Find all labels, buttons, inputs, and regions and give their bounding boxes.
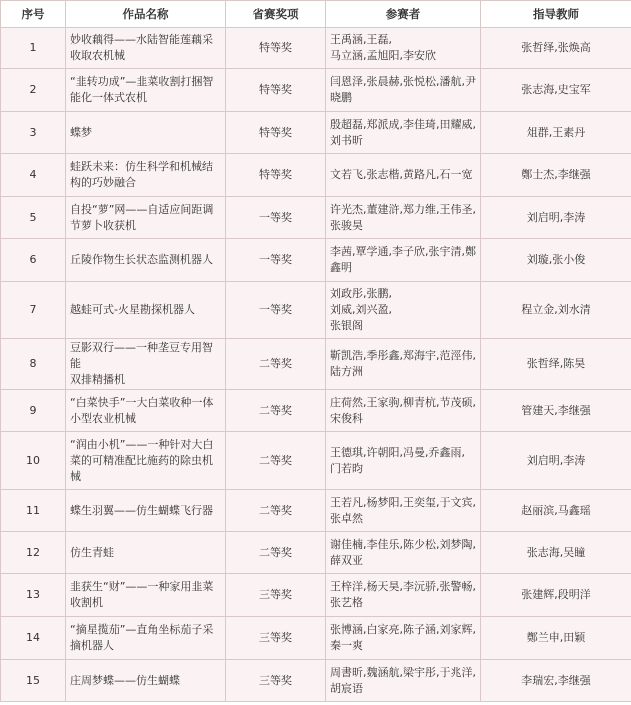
work-name-line: 蛙跃未来：仿生科学和机械结: [70, 160, 213, 173]
cell-award: 三等奖: [226, 660, 326, 702]
cell-advisors: 张志海,吴瞳: [481, 532, 631, 574]
work-name-line: 能化一体式农机: [70, 91, 147, 104]
table-row: [1, 282, 631, 339]
work-name-line: “韭转功成”—韭菜收割打捆智: [70, 75, 214, 88]
participants-line: 胡宸语: [330, 681, 363, 695]
table-row: [1, 390, 631, 432]
cell-index: 6: [1, 239, 66, 282]
cell-award: 二等奖: [226, 490, 326, 532]
table-row: [1, 574, 631, 617]
cell-participants: [326, 617, 481, 660]
cell-index: 15: [1, 660, 66, 702]
participants-line: 王若凡,杨梦阳,王奕玺,于文宾,: [330, 495, 476, 509]
cell-work-name: [66, 532, 226, 574]
table-row: [1, 28, 631, 69]
participants-line: 周書昕,魏涵航,梁宇彤,于兆洋,: [330, 665, 476, 679]
cell-award: 三等奖: [226, 617, 326, 660]
cell-index: 10: [1, 432, 66, 490]
cell-index: 1: [1, 28, 66, 69]
cell-participants: [326, 112, 481, 154]
cell-work-name: [66, 390, 226, 432]
work-name-line: 妙收藕得——水陆智能莲藕采: [70, 33, 213, 46]
cell-advisors: 刘璇,张小俊: [481, 239, 631, 282]
participants-line: 宋俊科: [330, 411, 363, 425]
cell-participants: [326, 69, 481, 112]
cell-work-name: [66, 28, 226, 69]
participants-line: 马立涵,孟旭阳,李安欣: [330, 49, 436, 62]
cell-index: 12: [1, 532, 66, 574]
cell-work-name: [66, 490, 226, 532]
participants-line: 晓鹏: [330, 91, 352, 104]
participants-line: 刘书昕: [330, 133, 363, 147]
header-row: [1, 1, 631, 28]
work-name-line: 收割机: [70, 596, 103, 609]
cell-index: 11: [1, 490, 66, 532]
participants-line: 门若昀: [330, 461, 363, 475]
table-row: [1, 532, 631, 574]
participants-line: 刘政彤,张鹏,: [330, 287, 392, 300]
cell-work-name: [66, 154, 226, 197]
cell-award: 二等奖: [226, 432, 326, 490]
table-row: [1, 112, 631, 154]
work-name-line: 庄周梦蝶——仿生蝴蝶: [70, 673, 180, 687]
cell-work-name: [66, 112, 226, 154]
cell-award: 二等奖: [226, 390, 326, 432]
cell-advisors: 俎群,王素丹: [481, 112, 631, 154]
table-row: [1, 660, 631, 702]
table-row: [1, 339, 631, 390]
work-name-line: 节萝卜收获机: [70, 218, 136, 232]
cell-participants: [326, 490, 481, 532]
work-name-line: 收取农机械: [70, 49, 125, 62]
cell-advisors: 程立金,刘水清: [481, 282, 631, 339]
cell-index: 13: [1, 574, 66, 617]
header-advisors: 指导教师: [481, 1, 631, 28]
header-work-name: 作品名称: [66, 1, 226, 28]
table-row: [1, 617, 631, 660]
cell-advisors: 张哲绎,张焕高: [481, 28, 631, 69]
cell-participants: [326, 574, 481, 617]
cell-award: 三等奖: [226, 574, 326, 617]
table-row: [1, 154, 631, 197]
cell-work-name: [66, 282, 226, 339]
work-name-line: 小型农业机械: [70, 411, 136, 425]
cell-award: 特等奖: [226, 112, 326, 154]
cell-advisors: 张建辉,段明洋: [481, 574, 631, 617]
work-name-line: 构的巧妙融合: [70, 176, 136, 189]
cell-work-name: [66, 197, 226, 239]
cell-award: 二等奖: [226, 339, 326, 390]
table-row: [1, 432, 631, 490]
table-row: [1, 197, 631, 239]
cell-advisors: 李瑞宏,李继强: [481, 660, 631, 702]
cell-participants: [326, 28, 481, 69]
work-name-line: “白菜快手”一大白菜收种一体: [70, 395, 214, 409]
cell-award: 一等奖: [226, 239, 326, 282]
participants-line: 鑫明: [330, 261, 352, 274]
participants-line: 王禹涵,王磊,: [330, 33, 392, 46]
cell-participants: [326, 239, 481, 282]
participants-line: 谢佳楠,李佳乐,陈少松,刘梦陶,: [330, 537, 476, 551]
participants-line: 文若飞,张志楷,黄路凡,石一宽: [330, 168, 473, 181]
participants-line: 刘威,刘兴盈,: [330, 303, 392, 316]
participants-line: 李茜,覃学通,李子欣,张宇清,鄭: [330, 245, 476, 258]
work-name-line: 丘陵作物生长状态监测机器人: [70, 253, 213, 266]
cell-advisors: 鄭士杰,李继强: [481, 154, 631, 197]
cell-participants: [326, 390, 481, 432]
header-participants: 参赛者: [326, 1, 481, 28]
cell-award: 特等奖: [226, 69, 326, 112]
cell-work-name: [66, 239, 226, 282]
participants-line: 张艺格: [330, 596, 363, 609]
participants-line: 靳凯浩,季彤鑫,郑海宇,范涇伟,: [330, 349, 476, 362]
participants-line: 薛双亚: [330, 553, 363, 567]
work-name-line: 菜的可精准配比施药的除虫机: [70, 453, 213, 467]
cell-work-name: [66, 617, 226, 660]
work-name-line: 摘机器人: [70, 639, 114, 652]
participants-line: 张博涵,白家亮,陈子涵,刘家辉,: [330, 623, 476, 636]
work-name-line: 自投“萝”网——自适应间距调: [70, 202, 214, 216]
cell-advisors: 张哲绎,陈昊: [481, 339, 631, 390]
participants-line: 庄荷然,王家驹,柳青杭,节茂硕,: [330, 395, 476, 409]
participants-line: 闫恩泽,张晨赫,张悦松,潘航,尹: [330, 75, 476, 88]
cell-award: 特等奖: [226, 28, 326, 69]
cell-index: 9: [1, 390, 66, 432]
table-row: [1, 69, 631, 112]
cell-award: 一等奖: [226, 197, 326, 239]
cell-index: 2: [1, 69, 66, 112]
header-award: 省赛奖项: [226, 1, 326, 28]
participants-line: 张银阁: [330, 319, 363, 332]
cell-index: 3: [1, 112, 66, 154]
cell-advisors: 张志海,史宝军: [481, 69, 631, 112]
participants-line: 王德琪,许朝阳,冯曼,乔鑫雨,: [330, 445, 465, 459]
table-row: [1, 490, 631, 532]
cell-work-name: [66, 660, 226, 702]
cell-index: 14: [1, 617, 66, 660]
cell-work-name: [66, 432, 226, 490]
cell-advisors: 刘启明,李涛: [481, 432, 631, 490]
work-name-line: 越蛙可式-火星勘探机器人: [70, 303, 195, 316]
cell-advisors: 刘启明,李涛: [481, 197, 631, 239]
participants-line: 秦一爽: [330, 639, 363, 652]
cell-participants: [326, 660, 481, 702]
cell-work-name: [66, 574, 226, 617]
cell-work-name: [66, 69, 226, 112]
participants-line: 张骏昊: [330, 218, 363, 232]
work-name-line: 韭获生“财”——一种家用韭菜: [70, 580, 214, 593]
work-name-line: 豆影双行——一种垄豆专用智能: [70, 341, 213, 370]
header-index: 序号: [1, 1, 66, 28]
cell-work-name: [66, 339, 226, 390]
work-name-line: 械: [70, 469, 81, 483]
cell-index: 7: [1, 282, 66, 339]
participants-line: 张卓然: [330, 511, 363, 525]
cell-index: 4: [1, 154, 66, 197]
cell-index: 5: [1, 197, 66, 239]
cell-advisors: 鄭兰申,田颖: [481, 617, 631, 660]
cell-award: 二等奖: [226, 532, 326, 574]
participants-line: 许光杰,董建浒,郑力维,王伟圣,: [330, 202, 476, 216]
cell-advisors: 管建天,李继强: [481, 390, 631, 432]
cell-participants: [326, 197, 481, 239]
cell-participants: [326, 339, 481, 390]
cell-participants: [326, 532, 481, 574]
cell-participants: [326, 154, 481, 197]
cell-award: 特等奖: [226, 154, 326, 197]
participants-line: 陆方洲: [330, 365, 363, 378]
work-name-line: 仿生青蛙: [70, 545, 114, 559]
cell-advisors: 赵丽滨,马鑫瑶: [481, 490, 631, 532]
participants-line: 王梓洋,杨天昊,李沅骄,张警畅,: [330, 580, 476, 593]
work-name-line: 蝶生羽翼——仿生蝴蝶飞行器: [70, 503, 213, 517]
participants-line: 殷超磊,郑派成,李佳琦,田耀威,: [330, 117, 476, 131]
table-row: [1, 239, 631, 282]
cell-participants: [326, 432, 481, 490]
work-name-line: 双排精播机: [70, 373, 125, 386]
cell-participants: [326, 282, 481, 339]
work-name-line: “摘星揽茄”—直角坐标茄子采: [70, 623, 214, 636]
table-body: [1, 28, 631, 702]
cell-index: 8: [1, 339, 66, 390]
work-name-line: “润由小机”——一种针对大白: [70, 437, 214, 451]
cell-award: 一等奖: [226, 282, 326, 339]
work-name-line: 蝶梦: [70, 125, 92, 139]
